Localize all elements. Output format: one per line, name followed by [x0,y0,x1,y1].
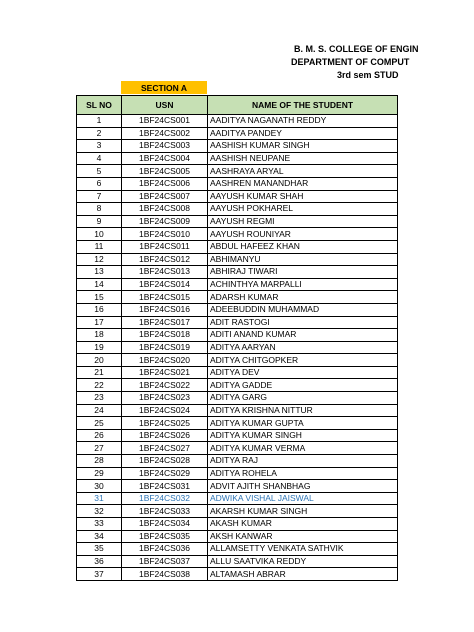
student-name-cell: AKASH KUMAR [208,518,398,531]
table-row [77,291,398,304]
usn-cell: 1BF24CS018 [122,329,208,342]
sl-no-cell: 21 [77,366,122,379]
usn-cell: 1BF24CS005 [122,165,208,178]
table-row [77,228,398,241]
usn-cell: 1BF24CS031 [122,480,208,493]
student-name-cell: AASHISH NEUPANE [208,152,398,165]
table-row [77,115,398,128]
column-header-usn: USN [122,96,208,115]
sl-no-cell: 18 [77,329,122,342]
sl-no-cell: 25 [77,417,122,430]
table-row [77,417,398,430]
student-name-cell: AAYUSH KUMAR SHAH [208,190,398,203]
sl-no-cell: 33 [77,518,122,531]
usn-cell: 1BF24CS017 [122,316,208,329]
sl-no-cell: 34 [77,530,122,543]
usn-cell: 1BF24CS015 [122,291,208,304]
sl-no-cell: 4 [77,152,122,165]
usn-cell: 1BF24CS002 [122,127,208,140]
student-name-cell: ACHINTHYA MARPALLI [208,278,398,291]
usn-cell[interactable]: 1BF24CS032 [122,492,208,505]
student-name-cell[interactable]: ADWIKA VISHAL JAISWAL [208,492,398,505]
table-row [77,152,398,165]
student-name-cell: AKARSH KUMAR SINGH [208,505,398,518]
table-row [77,530,398,543]
college-name: B. M. S. COLLEGE OF ENGIN [294,44,419,54]
student-name-cell: ABHIRAJ TIWARI [208,266,398,279]
usn-cell: 1BF24CS020 [122,354,208,367]
table-row [77,253,398,266]
student-table [76,95,398,581]
sl-no-cell: 6 [77,177,122,190]
table-row [77,316,398,329]
usn-cell: 1BF24CS007 [122,190,208,203]
table-row [77,518,398,531]
sl-no-cell: 30 [77,480,122,493]
table-row [77,505,398,518]
table-row [77,354,398,367]
table-row [77,140,398,153]
student-name-cell: ADITYA KUMAR SINGH [208,429,398,442]
student-name-cell: ADITYA KRISHNA NITTUR [208,404,398,417]
usn-cell: 1BF24CS012 [122,253,208,266]
usn-cell: 1BF24CS010 [122,228,208,241]
sl-no-cell: 5 [77,165,122,178]
table-row [77,366,398,379]
usn-cell: 1BF24CS023 [122,392,208,405]
table-row [77,278,398,291]
sl-no-cell: 35 [77,543,122,556]
sl-no-cell[interactable]: 31 [77,492,122,505]
table-row [77,379,398,392]
student-name-cell: ADITYA KUMAR VERMA [208,442,398,455]
usn-cell: 1BF24CS024 [122,404,208,417]
table-row [77,329,398,342]
usn-cell: 1BF24CS004 [122,152,208,165]
student-name-cell: ADITYA ROHELA [208,467,398,480]
sl-no-cell: 37 [77,568,122,581]
table-row [77,555,398,568]
student-name-cell: ALLAMSETTY VENKATA SATHVIK [208,543,398,556]
student-name-cell: ADITYA AARYAN [208,341,398,354]
student-name-cell: ADARSH KUMAR [208,291,398,304]
student-name-cell: ADITYA GADDE [208,379,398,392]
usn-cell: 1BF24CS022 [122,379,208,392]
table-row [77,190,398,203]
table-row [77,404,398,417]
table-row [77,467,398,480]
table-row [77,266,398,279]
usn-cell: 1BF24CS026 [122,429,208,442]
usn-cell: 1BF24CS028 [122,455,208,468]
sl-no-cell: 20 [77,354,122,367]
usn-cell: 1BF24CS016 [122,303,208,316]
table-row [77,240,398,253]
student-name-cell: ADITYA RAJ [208,455,398,468]
column-header-sl-no: SL NO [77,96,122,115]
usn-cell: 1BF24CS029 [122,467,208,480]
usn-cell: 1BF24CS036 [122,543,208,556]
department-name: DEPARTMENT OF COMPUT [291,57,410,67]
sl-no-cell: 2 [77,127,122,140]
sl-no-cell: 13 [77,266,122,279]
table-row [77,480,398,493]
table-row [77,215,398,228]
student-name-cell: AASHRAYA ARYAL [208,165,398,178]
usn-cell: 1BF24CS038 [122,568,208,581]
student-name-cell: ADITYA CHITGOPKER [208,354,398,367]
sl-no-cell: 14 [77,278,122,291]
student-name-cell: ABHIMANYU [208,253,398,266]
student-name-cell: ADIT RASTOGI [208,316,398,329]
sl-no-cell: 24 [77,404,122,417]
sl-no-cell: 36 [77,555,122,568]
sl-no-cell: 7 [77,190,122,203]
sl-no-cell: 23 [77,392,122,405]
sl-no-cell: 15 [77,291,122,304]
semester-title: 3rd sem STUD [337,70,399,80]
sl-no-cell: 8 [77,203,122,216]
student-name-cell: AAYUSH ROUNIYAR [208,228,398,241]
usn-cell: 1BF24CS008 [122,203,208,216]
table-row [77,127,398,140]
table-row [77,165,398,178]
student-name-cell: ADITYA KUMAR GUPTA [208,417,398,430]
usn-cell: 1BF24CS035 [122,530,208,543]
sl-no-cell: 11 [77,240,122,253]
usn-cell: 1BF24CS025 [122,417,208,430]
usn-cell: 1BF24CS009 [122,215,208,228]
usn-cell: 1BF24CS034 [122,518,208,531]
table-row [77,455,398,468]
sl-no-cell: 19 [77,341,122,354]
student-name-cell: ABDUL HAFEEZ KHAN [208,240,398,253]
usn-cell: 1BF24CS013 [122,266,208,279]
student-name-cell: AADITYA NAGANATH REDDY [208,115,398,128]
usn-cell: 1BF24CS033 [122,505,208,518]
student-name-cell: ADITYA DEV [208,366,398,379]
sl-no-cell: 16 [77,303,122,316]
student-name-cell: AADITYA PANDEY [208,127,398,140]
student-name-cell: ALLU SAATVIKA REDDY [208,555,398,568]
usn-cell: 1BF24CS014 [122,278,208,291]
usn-cell: 1BF24CS006 [122,177,208,190]
sl-no-cell: 3 [77,140,122,153]
table-row [77,392,398,405]
student-name-cell: ADVIT AJITH SHANBHAG [208,480,398,493]
table-row [77,429,398,442]
table-row [77,568,398,581]
sl-no-cell: 12 [77,253,122,266]
section-label: SECTION A [121,81,207,94]
table-row [77,177,398,190]
student-name-cell: AASHISH KUMAR SINGH [208,140,398,153]
student-name-cell: AKSH KANWAR [208,530,398,543]
sl-no-cell: 10 [77,228,122,241]
column-header-name: NAME OF THE STUDENT [208,96,398,115]
table-row [77,203,398,216]
student-name-cell: ADITI ANAND KUMAR [208,329,398,342]
student-name-cell: ADEEBUDDIN MUHAMMAD [208,303,398,316]
table-row [77,543,398,556]
sl-no-cell: 17 [77,316,122,329]
table-body [77,115,398,581]
usn-cell: 1BF24CS019 [122,341,208,354]
sl-no-cell: 27 [77,442,122,455]
usn-cell: 1BF24CS021 [122,366,208,379]
usn-cell: 1BF24CS001 [122,115,208,128]
table-row [77,303,398,316]
student-name-cell: AAYUSH REGMI [208,215,398,228]
sl-no-cell: 26 [77,429,122,442]
sl-no-cell: 28 [77,455,122,468]
table-row [77,442,398,455]
usn-cell: 1BF24CS003 [122,140,208,153]
sl-no-cell: 22 [77,379,122,392]
table-row[interactable] [77,492,398,505]
table-header-row [77,96,398,115]
table-row [77,341,398,354]
student-name-cell: ALTAMASH ABRAR [208,568,398,581]
sl-no-cell: 9 [77,215,122,228]
student-name-cell: ADITYA GARG [208,392,398,405]
usn-cell: 1BF24CS011 [122,240,208,253]
student-name-cell: AASHREN MANANDHAR [208,177,398,190]
sl-no-cell: 32 [77,505,122,518]
sl-no-cell: 1 [77,115,122,128]
usn-cell: 1BF24CS027 [122,442,208,455]
usn-cell: 1BF24CS037 [122,555,208,568]
sl-no-cell: 29 [77,467,122,480]
student-name-cell: AAYUSH POKHAREL [208,203,398,216]
